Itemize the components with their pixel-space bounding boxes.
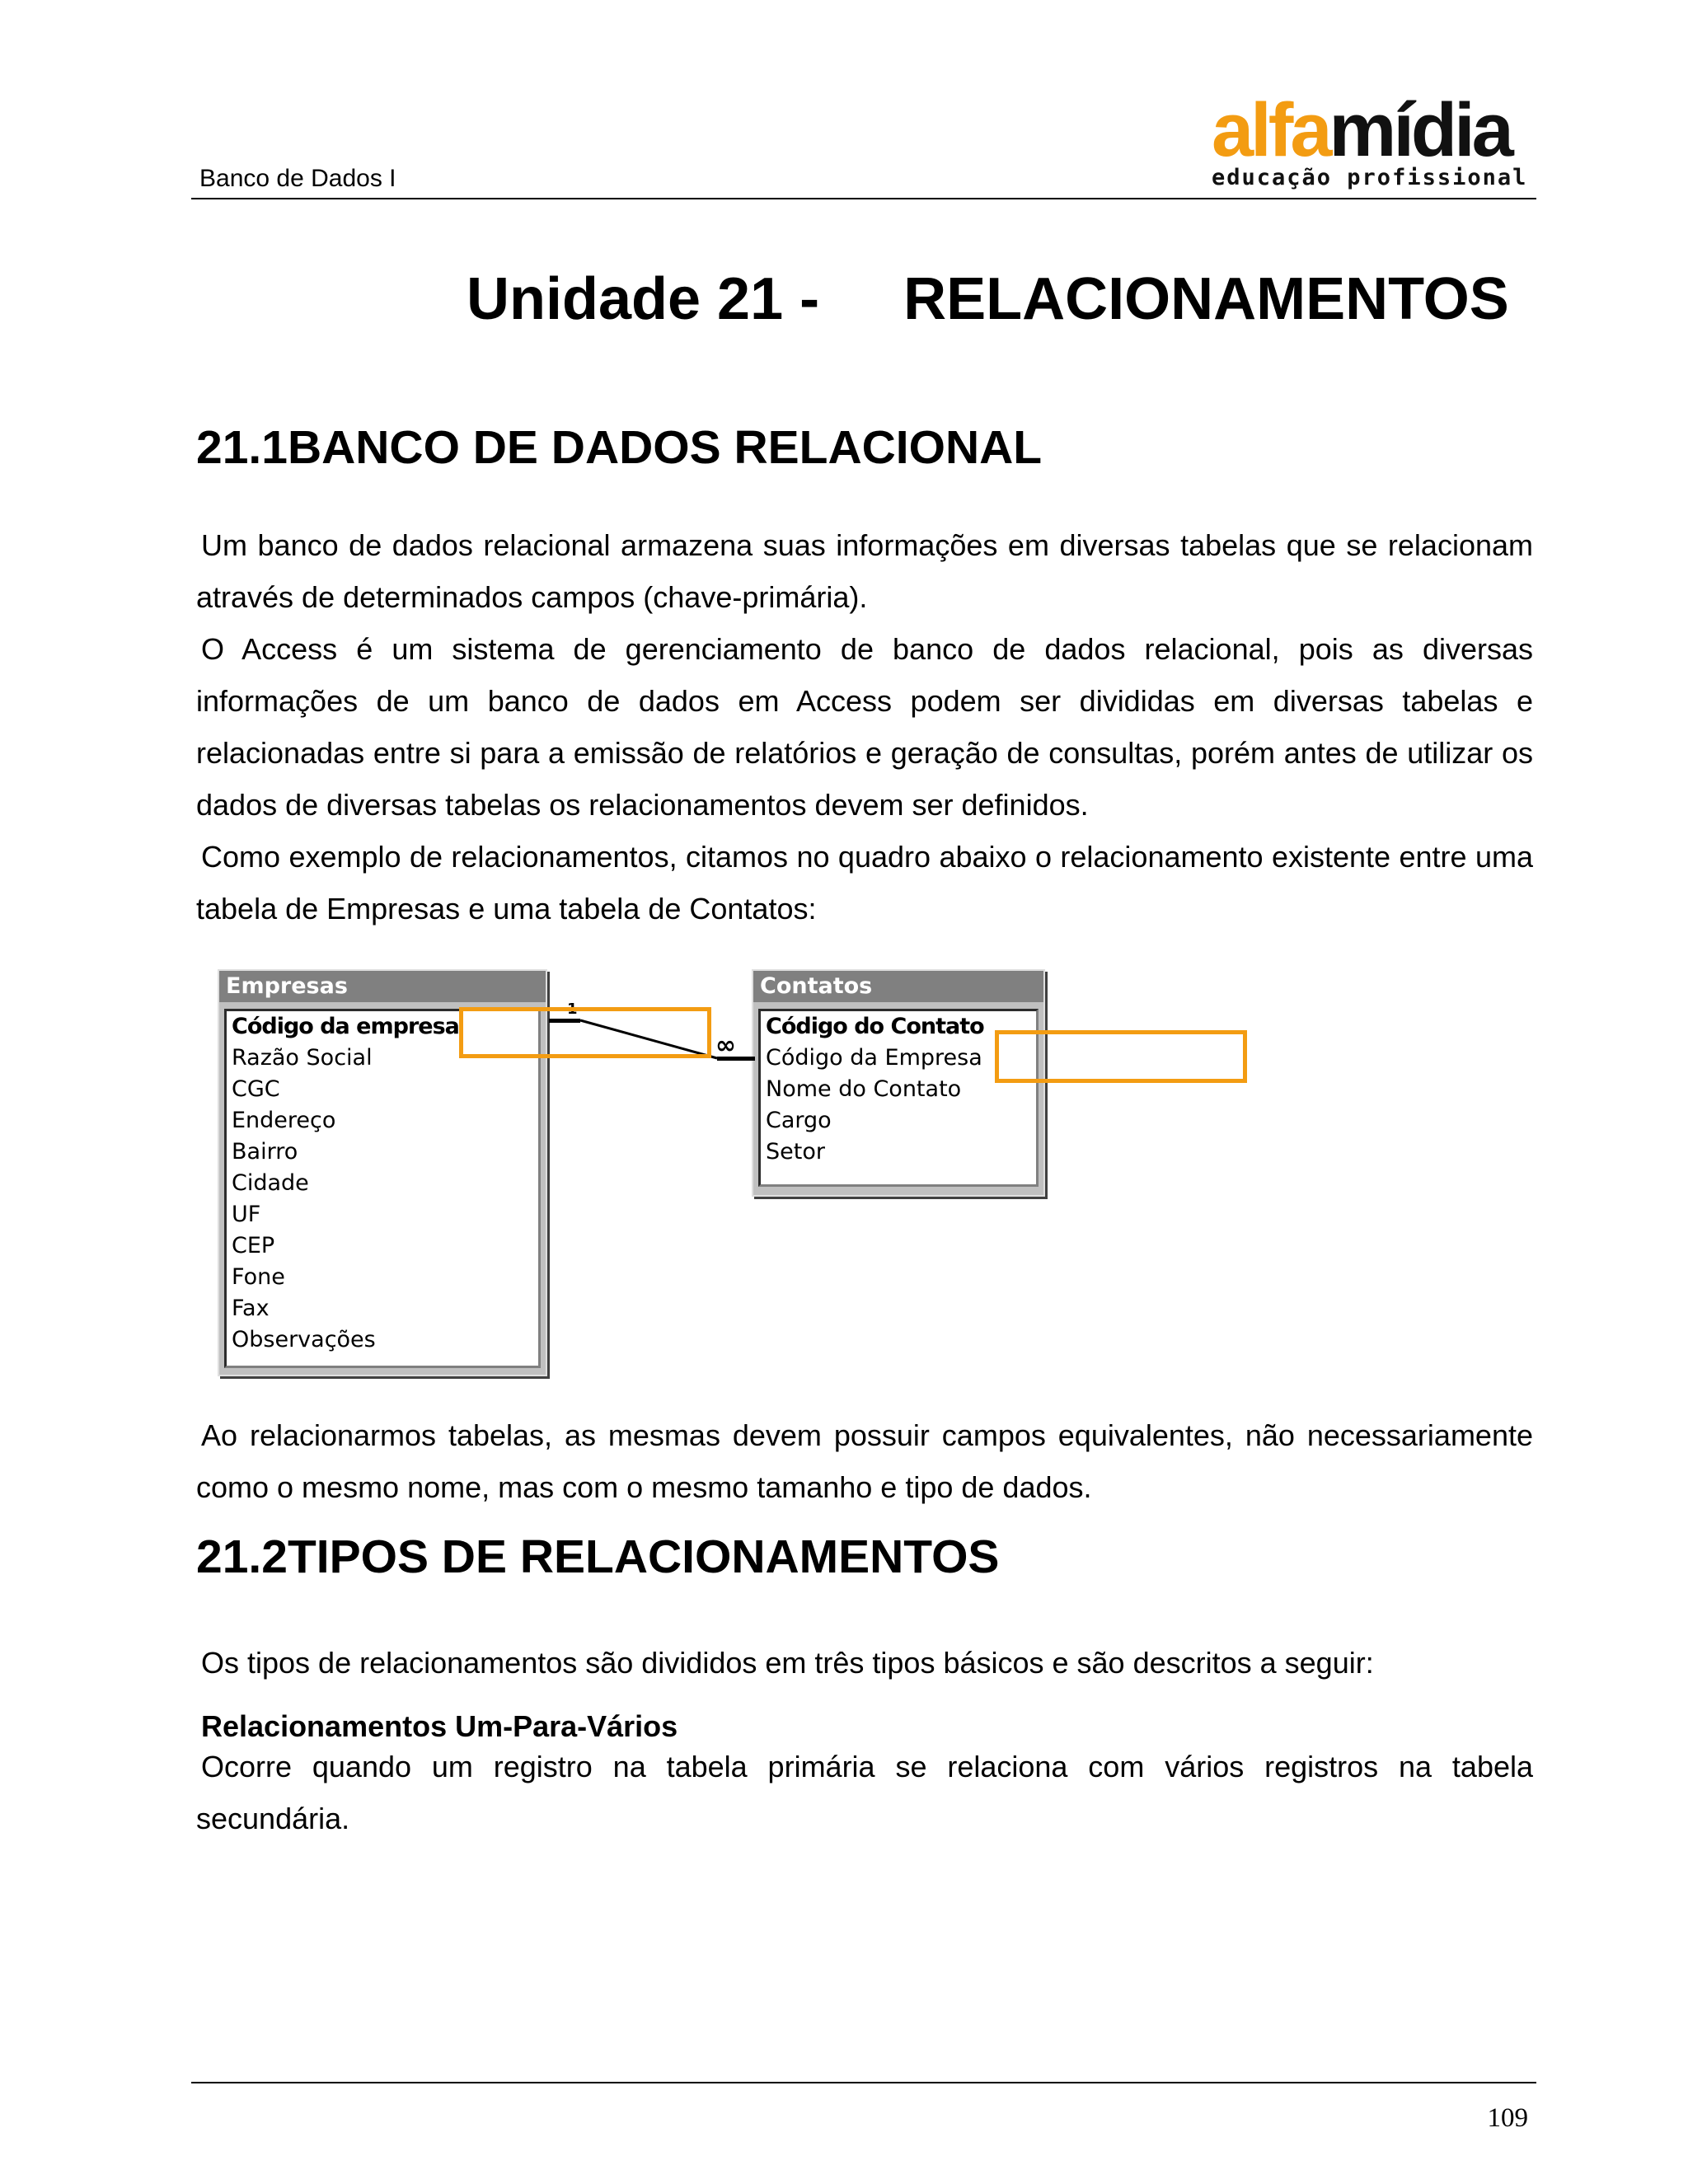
page-number: 109 — [1487, 2103, 1528, 2133]
paragraph-4: Ao relacionarmos tabelas, as mesmas devem possuir campos equivalentes, não necessariamente como o mesmo nome, mas com o mesmo tamanho e tipo de dados. — [196, 1418, 1533, 1504]
logo-part-midia: mídia — [1329, 88, 1511, 172]
field-codigo-empresa: Código da empresa — [232, 1014, 459, 1039]
field-cep: CEP — [232, 1233, 275, 1258]
field-fone: Fone — [232, 1264, 285, 1290]
paragraph-1: Um banco de dados relacional armazena suas informações em diversas tabelas que se relacionam através de determinados campos (chave-primária). — [196, 528, 1533, 614]
field-observacoes: Observações — [232, 1327, 376, 1352]
logo-part-alfa: alfa — [1212, 88, 1329, 172]
footer-divider — [191, 2082, 1536, 2083]
field-nome-contato: Nome do Contato — [766, 1076, 962, 1102]
highlight-box-primary-key — [459, 1007, 711, 1058]
table-empresas-title: Empresas — [219, 971, 546, 1002]
header-divider — [191, 198, 1536, 199]
logo-tagline: educação profissional — [1212, 165, 1528, 190]
field-uf: UF — [232, 1202, 261, 1227]
table-contatos — [752, 969, 1045, 1197]
section-heading-2: 21.2TIPOS DE RELACIONAMENTOS — [196, 1530, 1000, 1583]
field-setor: Setor — [766, 1139, 825, 1165]
document-header-title: Banco de Dados I — [199, 165, 396, 192]
unit-title — [467, 265, 1538, 333]
field-cgc: CGC — [232, 1076, 280, 1102]
field-codigo-da-empresa: Código da Empresa — [766, 1045, 982, 1071]
subheading-um-para-varios: Relacionamentos Um-Para-Vários — [201, 1709, 678, 1743]
highlight-box-foreign-key — [995, 1030, 1247, 1083]
field-fax: Fax — [232, 1296, 270, 1321]
paragraph-3: Como exemplo de relacionamentos, citamos no quadro abaixo o relacionamento existente entre uma tabela de Empresas e uma tabela de Contatos: — [196, 840, 1533, 926]
alfamidia-logo — [1212, 88, 1533, 190]
field-bairro: Bairro — [232, 1139, 298, 1165]
table-empresas-field-list — [224, 1009, 541, 1368]
field-endereco: Endereço — [232, 1108, 336, 1133]
unit-name: RELACIONAMENTOS — [903, 266, 1509, 332]
field-cargo: Cargo — [766, 1108, 832, 1133]
many-side-label: ∞ — [715, 1031, 736, 1060]
section2-description: Ocorre quando um registro na tabela primária se relaciona com vários registros na tabela secundária. — [196, 1750, 1533, 1835]
field-cidade: Cidade — [232, 1170, 309, 1196]
section-heading-1: 21.1BANCO DE DADOS RELACIONAL — [196, 421, 1043, 474]
field-razao-social: Razão Social — [232, 1045, 373, 1071]
table-contatos-title: Contatos — [753, 971, 1043, 1002]
unit-number: Unidade 21 - — [467, 266, 820, 332]
one-side-label: 1 — [567, 1001, 578, 1018]
section2-intro: Os tipos de relacionamentos são divididos em três tipos básicos e são descritos a seguir: — [201, 1646, 1374, 1680]
paragraph-2: O Access é um sistema de gerenciamento de banco de dados relacional, pois as diversas informações de um banco de dados em Access podem ser divididas em diversas tabelas e relacionadas entre si para a emissão de relatórios e geração de consultas, porém antes de utilizar os dados de diversas tabelas os relacionamentos devem ser definidos. — [196, 632, 1533, 822]
field-codigo-contato: Código do Contato — [766, 1014, 984, 1039]
